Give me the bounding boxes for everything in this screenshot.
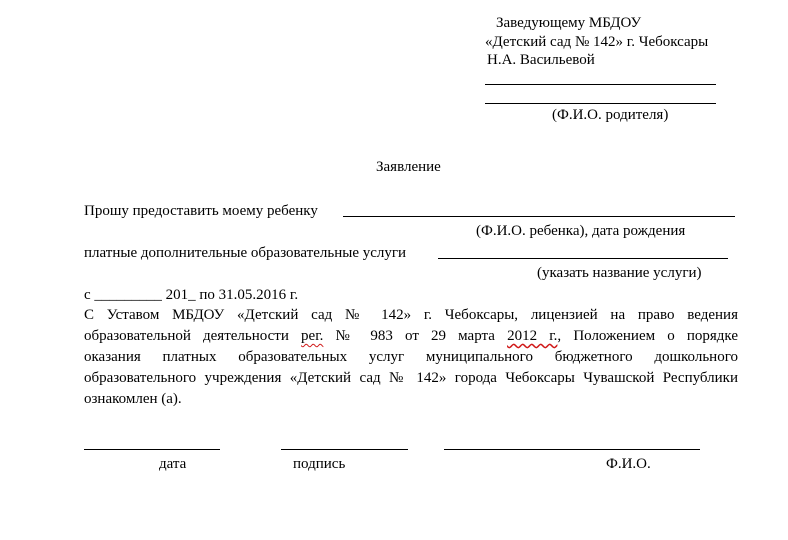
paragraph-line-4: образовательного учреждения «Детский сад № 142» города Чебоксары Чувашской Республики bbox=[84, 370, 738, 386]
addressee-line-1: Заведующему МБДОУ bbox=[496, 15, 642, 31]
request-text: Прошу предоставить моему ребенку bbox=[84, 203, 318, 219]
addressee-line-2: «Детский сад № 142» г. Чебоксары bbox=[485, 34, 709, 50]
paragraph-line-1: С Уставом МБДОУ «Детский сад № 142» г. Чебоксары, лицензией на право ведения bbox=[84, 307, 738, 323]
services-text: платные дополнительные образовательные услуги bbox=[84, 245, 407, 261]
addressee-line-3: Н.А. Васильевой bbox=[487, 52, 595, 68]
date-blank bbox=[84, 449, 220, 450]
child-name-caption: (Ф.И.О. ребенка), дата рождения bbox=[476, 223, 686, 239]
paragraph-line-2-part-a: образовательной деятельности bbox=[84, 328, 289, 344]
period-text: с _________ 201_ по 31.05.2016 г. bbox=[84, 287, 299, 303]
document-title: Заявление bbox=[376, 159, 441, 175]
parent-name-blank-1 bbox=[485, 84, 716, 85]
parent-name-blank-2 bbox=[485, 103, 716, 104]
full-name-blank bbox=[444, 449, 700, 450]
paragraph-line-5: ознакомлен (а). bbox=[84, 391, 182, 407]
paragraph-line-2-part-b: № 983 от 29 марта bbox=[335, 328, 495, 344]
child-name-blank bbox=[343, 216, 735, 217]
signature-blank bbox=[281, 449, 408, 450]
paragraph-line-2-part-c: , Положением о порядке bbox=[557, 328, 738, 344]
service-name-blank bbox=[438, 258, 728, 259]
date-caption: дата bbox=[159, 456, 187, 472]
parent-name-caption: (Ф.И.О. родителя) bbox=[552, 107, 669, 123]
signature-caption: подпись bbox=[293, 456, 346, 472]
spellcheck-reg: рег. bbox=[301, 328, 324, 344]
full-name-caption: Ф.И.О. bbox=[606, 456, 651, 472]
spellcheck-year: 2012 г. bbox=[507, 328, 558, 344]
paragraph-line-3: оказания платных образовательных услуг муниципального бюджетного дошкольного bbox=[84, 349, 738, 365]
paragraph-line-2 bbox=[84, 327, 738, 345]
service-name-caption: (указать название услуги) bbox=[537, 265, 702, 281]
